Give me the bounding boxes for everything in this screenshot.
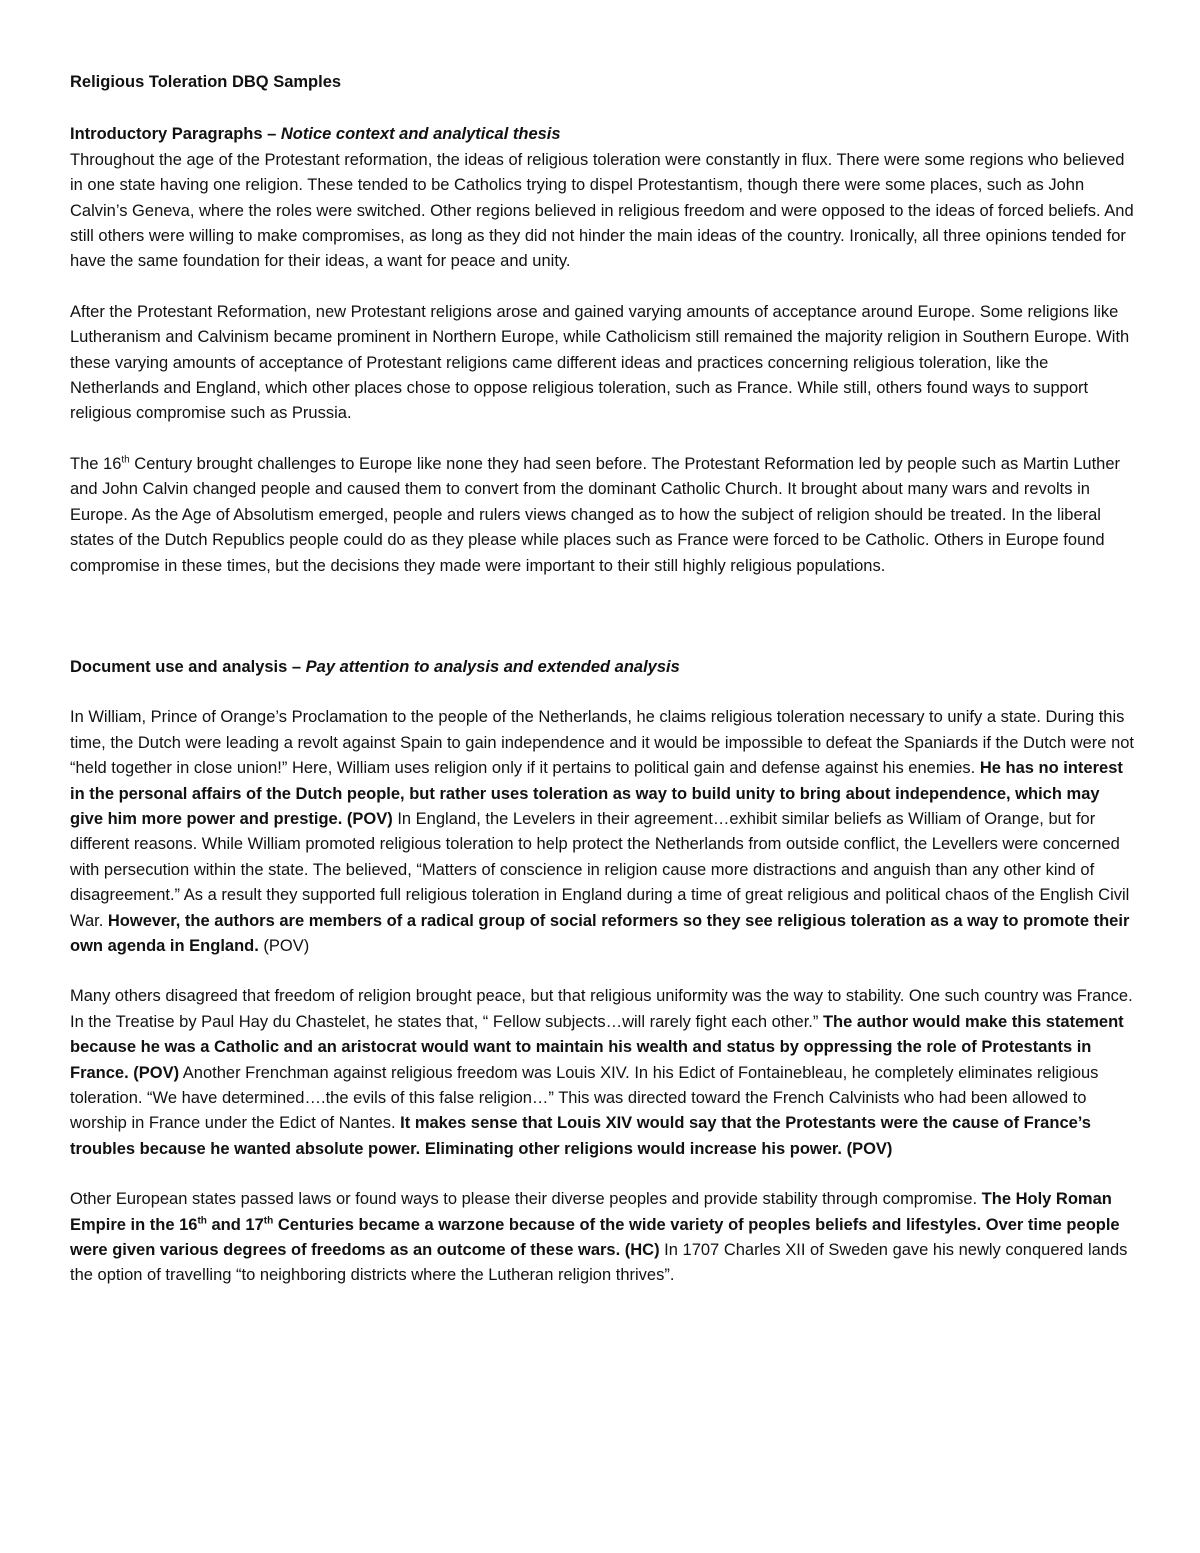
analysis-p2-text-b: Another Frenchman against religious freedom was Louis XIV. In his Edict of Fontainebleau, he completely eliminates religious toleration. “We have determined….the evils of this false religion…” This was directed toward the French Calvinists who had been allowed to worship in France under the Edict of Nantes. <box>70 1063 1099 1133</box>
analysis-heading <box>70 655 1136 680</box>
intro-heading <box>70 122 1136 147</box>
analysis-p3-superscript-2: th <box>263 1215 274 1227</box>
analysis-p1-text-c: (POV) <box>258 936 310 955</box>
intro-paragraph-1: Throughout the age of the Protestant reformation, the ideas of religious toleration were constantly in flux. There were some regions who believed in one state having one religion. These tended to be Catholics trying to dispel Protestantism, though there were some places, such as John Calvin’s Geneva, where the roles were switched. Other regions believed in religious freedom and were opposed to the ideas of forced beliefs. And still others were willing to make compromises, as long as they did not hinder the main ideas of the country. Ironically, all three opinions tended for have the same foundation for their ideas, a want for peace and unity. <box>70 150 1134 271</box>
analysis-heading-italic: Pay attention to analysis and extended analysis <box>305 657 680 676</box>
document-title: Religious Toleration DBQ Samples <box>70 73 342 91</box>
intro-p3-text-b: Century brought challenges to Europe like none they had seen before. The Protestant Reformation led by people such as Martin Luther and John Calvin changed people and caused them to convert from the dominant Catholic Church. It brought about many wars and revolts in Europe. As the Age of Absolutism emerged, people and rulers views changed as to how the subject of religion should be treated. In the liberal states of the Dutch Republics people could do as they please while places such as France were forced to be Catholic. Others in Europe found compromise in these times, but the decisions they made were important to their still highly religious populations. <box>70 454 1121 575</box>
analysis-p1-text-b: In England, the Levelers in their agreement…exhibit similar beliefs as William of Orange, but for different reasons. While William promoted religious toleration to help protect the Netherlands from outside conflict, the Levellers were concerned with persecution within the state. The believed, “Matters of conscience in religion cause more distractions and anguish than any other kind of disagreement.” As a result they supported full religious toleration in England during a time of great religious and political chaos of the English Civil War. <box>70 809 1130 930</box>
analysis-p1-bold-a: He has no interest in the personal affairs of the Dutch people, but rather uses toleration as way to build unity to bring about independence, which may give him more power and prestige. (POV) <box>70 759 1123 828</box>
analysis-p3-text-b: In 1707 Charles XII of Sweden gave his newly conquered lands the option of travelling “to neighboring districts where the Lutheran religion thrives”. <box>70 1241 1128 1285</box>
analysis-p2-bold-a: The author would make this statement because he was a Catholic and an aristocrat would want to maintain his wealth and status by oppressing the role of Protestants in France. (POV) <box>70 1012 1124 1082</box>
analysis-p3-bold-3: Centuries became a warzone because of the wide variety of peoples beliefs and lifestyles. Over time people were given various degrees of freedoms as an outcome of these wars. (HC) <box>70 1215 1120 1260</box>
intro-heading-bold: Introductory Paragraphs – <box>70 125 281 144</box>
analysis-p2-bold-b: It makes sense that Louis XIV would say that the Protestants were the cause of France’s troubles because he wanted absolute power. Eliminating other religions would increase his power. (POV) <box>70 1114 1091 1158</box>
analysis-section <box>70 655 1136 1289</box>
analysis-p3-text-a: Other European states passed laws or found ways to please their diverse peoples and provide stability through compromise. <box>70 1190 982 1209</box>
analysis-p3-superscript-1: th <box>197 1215 207 1227</box>
intro-paragraph-2: After the Protestant Reformation, new Protestant religions arose and gained varying amounts of acceptance around Europe. Some religions like Lutheranism and Calvinism became prominent in Northern Europe, while Catholicism still remained the majority religion in Southern Europe. With these varying amounts of acceptance of Protestant religions came different ideas and practices concerning religious toleration, like the Netherlands and England, which other places chose to oppose religious toleration, such as France. While still, others found ways to support religious compromise such as Prussia. <box>70 302 1130 423</box>
intro-section <box>70 122 1136 579</box>
analysis-p3-bold-1: The Holy Roman Empire in the 16 <box>70 1190 1112 1234</box>
analysis-paragraph-3 <box>70 1187 1136 1289</box>
intro-heading-italic: Notice context and analytical thesis <box>280 125 561 144</box>
analysis-p3-bold-2: and 17 <box>206 1215 264 1234</box>
analysis-paragraph-2 <box>70 984 1136 1162</box>
analysis-p2-text-a: Many others disagreed that freedom of religion brought peace, but that religious uniformity was the way to stability. One such country was France. In the Treatise by Paul Hay du Chastelet, he states that, “ Fellow subjects…will rarely fight each other.” <box>70 987 1133 1031</box>
intro-p3-superscript: th <box>121 454 130 466</box>
analysis-p1-bold-b: However, the authors are members of a radical group of social reformers so they see religious toleration as a way to promote their own agenda in England. <box>70 911 1130 955</box>
intro-paragraph-3 <box>70 452 1136 579</box>
analysis-heading-bold: Document use and analysis – <box>70 657 306 676</box>
document-page <box>70 70 1136 1289</box>
analysis-p1-text-a: In William, Prince of Orange’s Proclamation to the people of the Netherlands, he claims religious toleration necessary to unify a state. During this time, the Dutch were leading a revolt against Spain to gain independence and it would be impossible to defeat the Spaniards if the Dutch were not “held together in close union!” Here, William uses religion only if it pertains to political gain and defense against his enemies. <box>70 708 1135 778</box>
analysis-paragraph-1 <box>70 705 1136 959</box>
intro-p3-text-a: The 16 <box>70 454 122 473</box>
